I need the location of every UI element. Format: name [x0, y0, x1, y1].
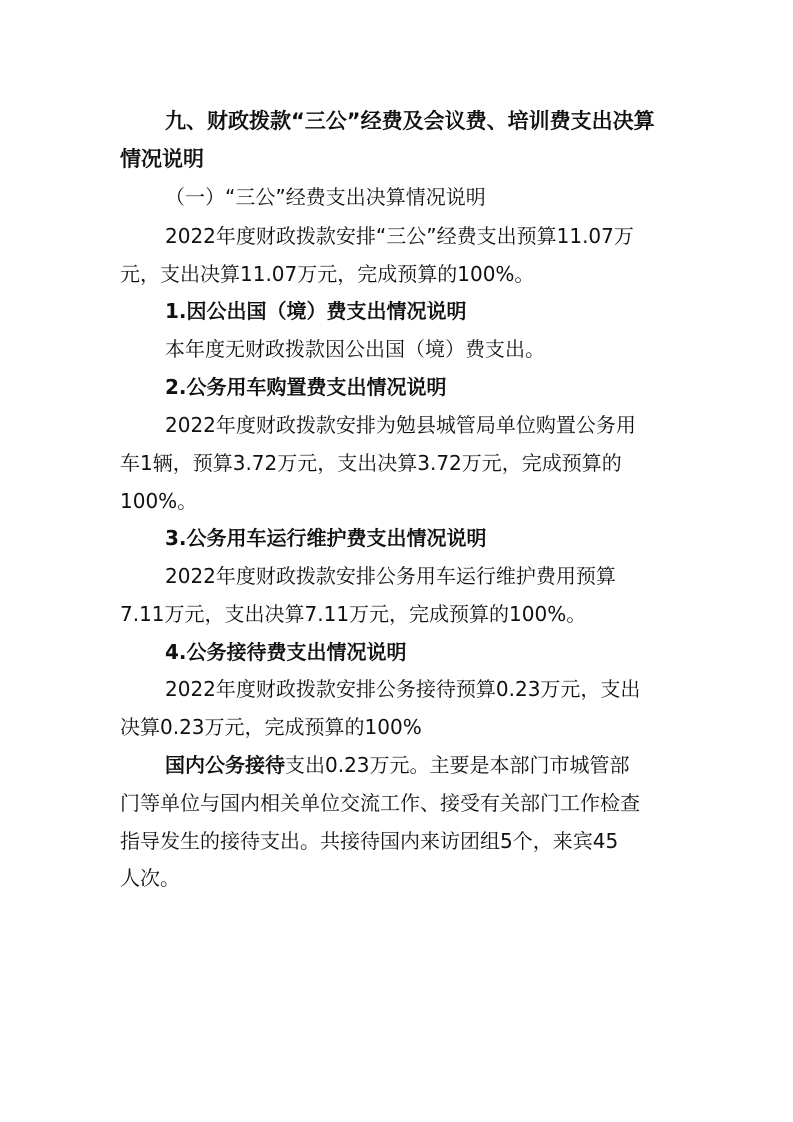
domestic-paragraph-line-1: [165, 750, 630, 780]
item-1-title: 1.因公出国（境）费支出情况说明: [165, 299, 467, 323]
subsection-1-paragraph-line-2: 元，支出决算11.07万元，完成预算的100%。: [120, 262, 535, 286]
item-3-paragraph-line-1: 2022年度财政拨款安排公务用车运行维护费用预算: [165, 564, 616, 588]
item-2-paragraph-line-3: 100%。: [120, 489, 198, 513]
section-title-line-1: 九、财政拨款“三公”经费及会议费、培训费支出决算: [165, 109, 655, 133]
item-2-title: 2.公务用车购置费支出情况说明: [165, 375, 447, 399]
item-2-paragraph-line-2: 车1辆，预算3.72万元，支出决算3.72万元，完成预算的: [120, 451, 622, 475]
domestic-paragraph-line-2: 门等单位与国内相关单位交流工作、接受有关部门工作检查: [120, 791, 640, 815]
item-1-paragraph-line-1: 本年度无财政拨款因公出国（境）费支出。: [165, 337, 545, 361]
subsection-1-paragraph-line-1: 2022年度财政拨款安排“三公”经费支出预算11.07万: [165, 224, 634, 248]
item-4-paragraph-line-1: 2022年度财政拨款安排公务接待预算0.23万元，支出: [165, 677, 641, 701]
subsection-1-title: （一）“三公”经费支出决算情况说明: [165, 185, 486, 209]
domestic-paragraph-line-1-text: 支出0.23万元。主要是本部门市城管部: [285, 753, 630, 777]
item-3-paragraph-line-2: 7.11万元，支出决算7.11万元，完成预算的100%。: [120, 602, 587, 626]
domestic-reception-label: 国内公务接待: [165, 753, 285, 777]
item-3-title: 3.公务用车运行维护费支出情况说明: [165, 526, 487, 550]
domestic-paragraph-line-4: 人次。: [120, 866, 180, 890]
domestic-paragraph-line-3: 指导发生的接待支出。共接待国内来访团组5个，来宾45: [120, 829, 619, 853]
item-2-paragraph-line-1: 2022年度财政拨款安排为勉县城管局单位购置公务用: [165, 413, 636, 437]
item-4-title: 4.公务接待费支出情况说明: [165, 640, 407, 664]
section-title-line-2: 情况说明: [120, 147, 204, 171]
item-4-paragraph-line-2: 决算0.23万元，完成预算的100%: [120, 715, 422, 739]
